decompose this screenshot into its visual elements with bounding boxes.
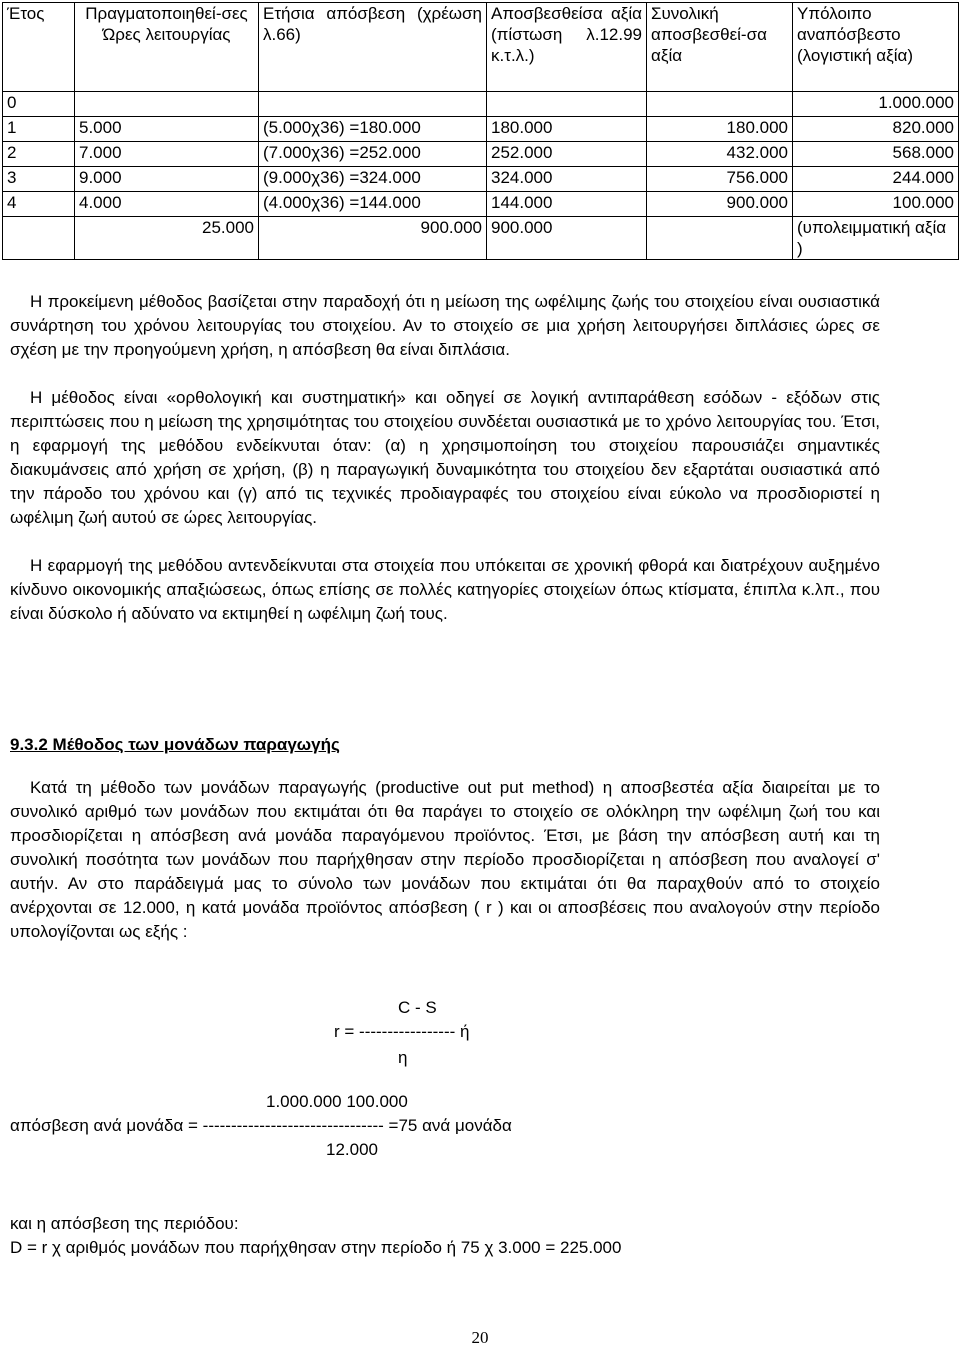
cell: 900.000 xyxy=(259,217,487,260)
cell xyxy=(647,92,793,117)
cell: 244.000 xyxy=(793,167,959,192)
header-annual-depreciation: Ετήσια απόσβεση (χρέωση λ.66) xyxy=(259,3,487,92)
cell: 25.000 xyxy=(75,217,259,260)
header-depreciated-value: Αποσβεσθείσα αξία (πίστωση λ.12.99 κ.τ.λ.) xyxy=(487,3,647,92)
section-heading: 9.3.2 Μέθοδος των μονάδων παραγωγής xyxy=(10,735,340,754)
cell: 252.000 xyxy=(487,142,647,167)
table-header-row xyxy=(3,3,959,92)
formula-denominator: η xyxy=(398,1048,408,1067)
formula-r-line: r = ----------------- ή xyxy=(334,1022,470,1041)
formula-per-unit: απόσβεση ανά μονάδα = -------------------------------- =75 ανά μονάδα xyxy=(10,1116,512,1135)
table-row xyxy=(3,92,959,117)
cell xyxy=(487,92,647,117)
paragraph-method-basis: Η προκείμενη μέθοδος βασίζεται στην παραδοχή ότι η μείωση της ωφέλιμης ζωής του στοιχείου είναι ουσιαστικά συνάρτηση του χρόνου λειτουργίας του στοιχείου. Αν το στοιχείο σε μια χρήση λειτουργήσει διπλάσιες ώρες σε σχέση με την προηγούμενη χρήση, η απόσβεση θα είναι διπλάσια. xyxy=(10,292,880,359)
cell: 2 xyxy=(3,142,75,167)
table-row xyxy=(3,142,959,167)
page-number: 20 xyxy=(471,1328,489,1347)
cell: (5.000χ36) =180.000 xyxy=(259,117,487,142)
cell xyxy=(647,217,793,260)
formula-numerator: C - S xyxy=(398,998,437,1017)
cell: 1.000.000 xyxy=(793,92,959,117)
formula-numbers: 1.000.000 100.000 xyxy=(266,1092,408,1111)
paragraph-method-contraindications: Η εφαρμογή της μεθόδου αντενδείκνυται στα στοιχεία που υπόκειται σε χρονική φθορά και διατρέχουν αυξημένο κίνδυνο οικονομικής απαξιώσεως, όπως επίσης σε πολλές κατηγορίες στοιχείων όπως κτίσματα, έπιπλα κ.λπ., που είναι δύσκολο ή αδύνατο να εκτιμηθεί η ωφέλιμη ζωή τους. xyxy=(10,556,880,623)
cell: 144.000 xyxy=(487,192,647,217)
cell: 100.000 xyxy=(793,192,959,217)
paragraph-method-suitability: Η μέθοδος είναι «ορθολογική και συστηματική» και οδηγεί σε λογική αντιπαράθεση εσόδων - εξόδων στις περιπτώσεις που η μείωση της χρησιμότητας του στοιχείου συνδέεται ουσιαστικά με το χρόνο λειτουργίας του. Έτσι, η εφαρμογή της μεθόδου ενδείκνυται όταν: (α) η χρησιμοποίηση του στοιχείου παρουσιάζει σημαντικές διακυμάνσεις από χρήση σε χρήση, (β) η παραγωγική δυναμικότητα του στοιχείου δεν εξαρτάται ουσιαστικά από την πάροδο του χρόνου και (γ) από τις τεχνικές προδιαγραφές του στοιχείου είναι εύκολο να προσδιοριστεί η ωφέλιμη ζωή αυτού σε ώρες λειτουργίας. xyxy=(10,388,880,527)
header-hours: Πραγματοποιηθεί-σες Ώρες λειτουργίας xyxy=(75,3,259,92)
header-total-depreciated: Συνολική αποσβεσθεί-σα αξία xyxy=(647,3,793,92)
table-row-total xyxy=(3,217,959,260)
cell: 568.000 xyxy=(793,142,959,167)
cell: 180.000 xyxy=(487,117,647,142)
cell: 180.000 xyxy=(647,117,793,142)
cell: 324.000 xyxy=(487,167,647,192)
header-year: Έτος xyxy=(3,3,75,92)
formula-units: 12.000 xyxy=(326,1140,378,1159)
cell: 820.000 xyxy=(793,117,959,142)
table-row xyxy=(3,167,959,192)
depreciation-table xyxy=(2,2,959,260)
paragraph-units-of-production: Κατά τη μέθοδο των μονάδων παραγωγής (productive out put method) η αποσβεστέα αξία διαιρείται με το συνολικό αριθμό των μονάδων που εκτιμάται ότι θα παράγει το στοιχείο σε ολόκληρη την ωφέλιμη ζωή του και προσδιορίζεται η απόσβεση ανά μονάδα παραγόμενου προϊόντος. Έτσι, με βάση την απόσβεση αυτή και τη συνολική ποσότητα των μονάδων που παρήχθησαν στην περίοδο προσδιορίζεται η απόσβεση που αναλογεί σ' αυτήν. Αν στο παράδειγμά μας το σύνολο των μονάδων που εκτιμάται ότι θα παραχθούν από το στοιχείο ανέρχονται σε 12.000, η κατά μονάδα προϊόντος απόσβεση ( r ) και οι αποσβέσεις που αναλογούν στην περίοδο υπολογίζονται ως εξής : xyxy=(10,778,880,941)
cell: 3 xyxy=(3,167,75,192)
cell: 1 xyxy=(3,117,75,142)
cell xyxy=(259,92,487,117)
cell: 7.000 xyxy=(75,142,259,167)
cell: 4 xyxy=(3,192,75,217)
cell: (7.000χ36) =252.000 xyxy=(259,142,487,167)
cell: (4.000χ36) =144.000 xyxy=(259,192,487,217)
cell: 4.000 xyxy=(75,192,259,217)
table-row xyxy=(3,117,959,142)
cell: 900.000 xyxy=(487,217,647,260)
period-intro: και η απόσβεση της περιόδου: xyxy=(10,1214,239,1233)
cell: 756.000 xyxy=(647,167,793,192)
cell: (9.000χ36) =324.000 xyxy=(259,167,487,192)
cell: 5.000 xyxy=(75,117,259,142)
cell: 0 xyxy=(3,92,75,117)
period-formula: D = r χ αριθμός μονάδων που παρήχθησαν στην περίοδο ή 75 χ 3.000 = 225.000 xyxy=(10,1238,622,1257)
cell xyxy=(75,92,259,117)
cell: 900.000 xyxy=(647,192,793,217)
cell xyxy=(3,217,75,260)
cell: 9.000 xyxy=(75,167,259,192)
cell: (υπολειμματική αξία ) xyxy=(793,217,959,260)
table-row xyxy=(3,192,959,217)
cell: 432.000 xyxy=(647,142,793,167)
header-remaining-value: Υπόλοιπο αναπόσβεστο (λογιστική αξία) xyxy=(793,3,959,92)
